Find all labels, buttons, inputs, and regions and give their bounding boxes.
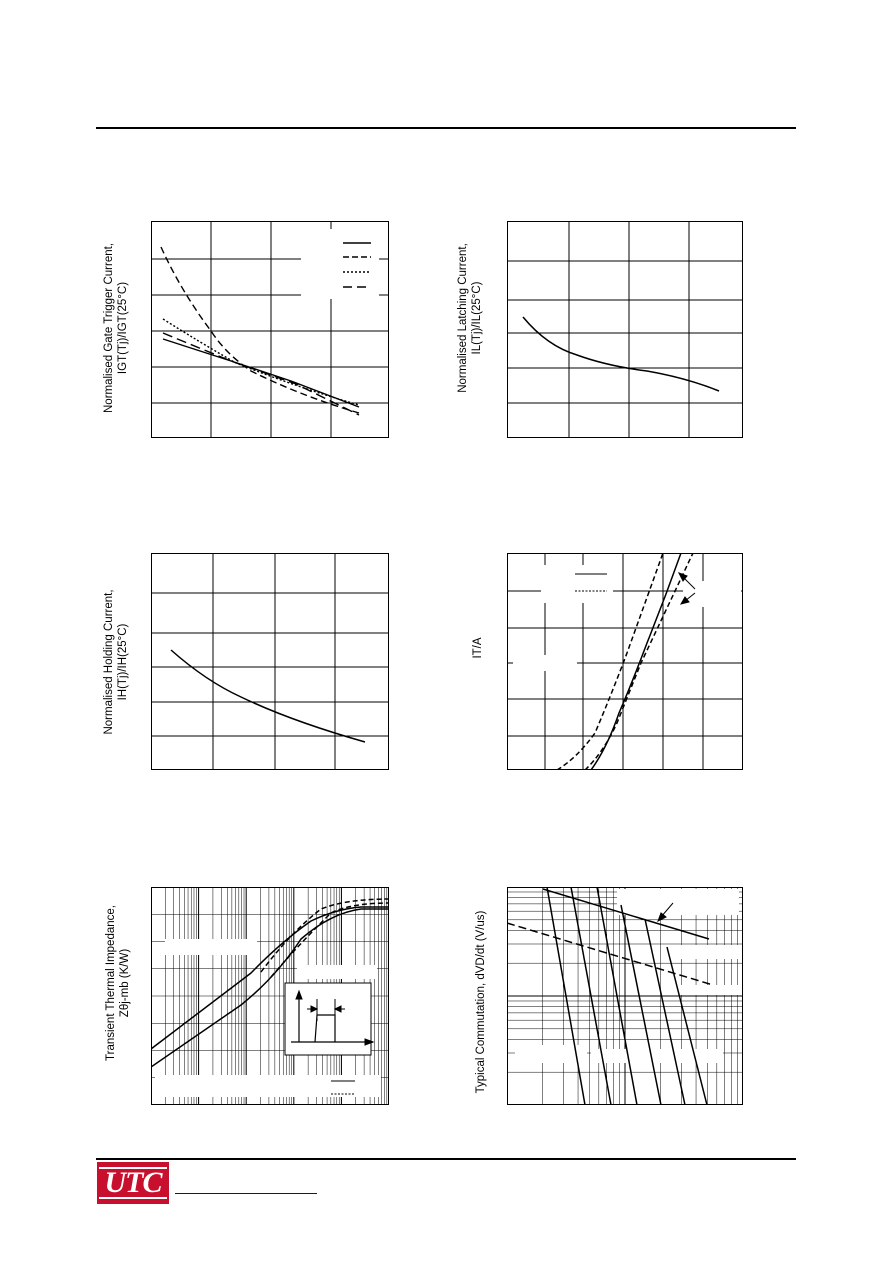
footer-rule [96,1158,796,1160]
holding-ylabel: Normalised Holding Current, IH(Tj)/IH(25°C) [103,589,129,735]
holding-curve [171,650,365,742]
thermal-ylabel: Transient Thermal Impedance, Zθj-mb (K/W) [105,905,131,1061]
logo-text: UTC [104,1166,162,1199]
utc-logo [97,1162,169,1204]
pulse-inset [285,983,373,1055]
header-rule [96,127,796,129]
curve-dotted [163,319,359,405]
on-state-ylabel: IT/A [472,637,484,659]
latching-chart [507,221,743,438]
latching-curve [523,317,719,391]
website-link-underline[interactable] [175,1193,317,1194]
thermal-curve-3 [261,899,389,972]
commutation-chart [507,887,743,1105]
latching-ylabel: Normalised Latching Current, IL(Tj)/IL(25°C) [457,243,483,393]
gate-trigger-chart [151,221,389,438]
gate-trigger-ylabel: Normalised Gate Trigger Current, IGT(Tj)/IGT(25°C) [103,242,129,414]
thermal-chart [151,887,389,1105]
on-state-chart [507,553,743,770]
holding-chart [151,553,389,770]
commutation-ylabel: Typical Commutation, dVD/dt (V/us) [475,910,487,1094]
